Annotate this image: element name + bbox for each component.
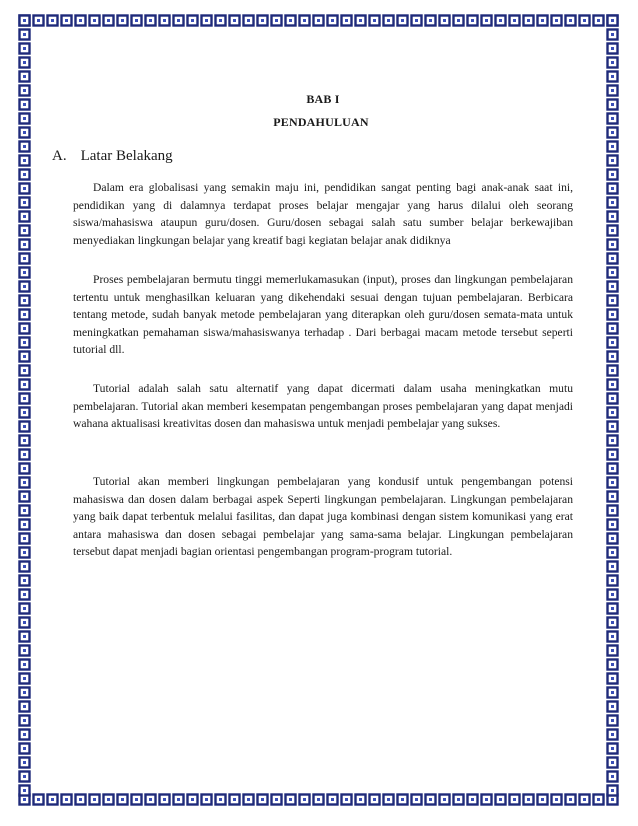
border-square-dot <box>23 285 26 288</box>
border-square-dot <box>429 19 432 22</box>
border-square-dot <box>611 215 614 218</box>
border-square-dot <box>611 733 614 736</box>
border-square-dot <box>23 159 26 162</box>
border-square-dot <box>191 798 194 801</box>
border-square-dot <box>387 798 390 801</box>
border-square-dot <box>429 798 432 801</box>
border-square-dot <box>23 173 26 176</box>
border-square-dot <box>415 798 418 801</box>
border-square-dot <box>79 19 82 22</box>
border-square-dot <box>597 798 600 801</box>
border-square-dot <box>611 173 614 176</box>
border-square-dot <box>611 705 614 708</box>
border-square-dot <box>51 19 54 22</box>
paragraph-4: Tutorial akan memberi lingkungan pembelajaran yang kondusif untuk pengembangan potensi mahasiswa dan dosen dalam berbagai aspek Seperti lingkungan pembelajaran. Lingkungan pembelajaran yang baik dapat terbentuk melalui fasilitas, dan dapat juga kombinasi dengan sistem komunikasi yang erat antara mahasiswa dan dosen sebagai pembelajar yang sama-sama belajar. Lingkungan pembelajaran tersebut dapat menjadi bagian orientasi pengembangan program-program tutorial. <box>73 475 573 559</box>
border-square-dot <box>499 19 502 22</box>
border-square-dot <box>23 33 26 36</box>
border-square-dot <box>611 761 614 764</box>
border-square-dot <box>611 411 614 414</box>
border-square-dot <box>485 19 488 22</box>
border-square-dot <box>205 798 208 801</box>
border-square-dot <box>373 19 376 22</box>
border-square-dot <box>611 425 614 428</box>
border-square-dot <box>359 19 362 22</box>
border-square-dot <box>289 798 292 801</box>
border-square-dot <box>177 798 180 801</box>
border-square-dot <box>23 565 26 568</box>
border-square-dot <box>611 789 614 792</box>
border-square-dot <box>611 159 614 162</box>
border-square-dot <box>317 19 320 22</box>
border-square-dot <box>555 798 558 801</box>
border-square-dot <box>177 19 180 22</box>
border-square-dot <box>611 47 614 50</box>
border-square-dot <box>331 798 334 801</box>
border-square-dot <box>65 798 68 801</box>
border-square-dot <box>149 19 152 22</box>
border-square-dot <box>23 327 26 330</box>
border-square-dot <box>23 19 26 22</box>
border-square-dot <box>611 201 614 204</box>
chapter-heading: BAB I <box>306 92 340 106</box>
border-square-dot <box>527 798 530 801</box>
border-square-dot <box>387 19 390 22</box>
border-square-dot <box>611 369 614 372</box>
border-square-dot <box>23 635 26 638</box>
border-square-dot <box>23 677 26 680</box>
border-square-dot <box>611 33 614 36</box>
border-square-dot <box>233 19 236 22</box>
border-square-dot <box>611 775 614 778</box>
border-square-dot <box>23 215 26 218</box>
border-square-dot <box>611 187 614 190</box>
border-square-dot <box>23 593 26 596</box>
border-square-dot <box>541 798 544 801</box>
border-square-dot <box>23 299 26 302</box>
border-square-dot <box>513 798 516 801</box>
border-square-dot <box>23 775 26 778</box>
border-square-dot <box>611 439 614 442</box>
border-square-dot <box>23 649 26 652</box>
border-square-dot <box>611 691 614 694</box>
border-square-dot <box>149 798 152 801</box>
border-square-dot <box>233 798 236 801</box>
border-square-dot <box>23 761 26 764</box>
border-square-dot <box>317 798 320 801</box>
border-square-dot <box>611 565 614 568</box>
border-square-dot <box>247 19 250 22</box>
border-square-dot <box>163 798 166 801</box>
border-square-dot <box>51 798 54 801</box>
border-square-dot <box>261 798 264 801</box>
border-square-dot <box>23 369 26 372</box>
border-square-dot <box>23 523 26 526</box>
border-square-dot <box>23 75 26 78</box>
border-square-dot <box>611 145 614 148</box>
border-square-dot <box>121 798 124 801</box>
border-square-dot <box>611 621 614 624</box>
border-square-dot <box>23 341 26 344</box>
border-square-dot <box>23 495 26 498</box>
border-square-dot <box>611 677 614 680</box>
border-square-dot <box>611 19 614 22</box>
border-square-dot <box>23 47 26 50</box>
border-square-dot <box>611 579 614 582</box>
border-square-dot <box>345 19 348 22</box>
paragraph-1: Dalam era globalisasi yang semakin maju ini, pendidikan sangat penting bagi anak-anak saat ini, pendidikan yang di dalamnya terdapat proses belajar mengajar yang harus dilalui oleh seorang siswa/mahasiswa ataupun guru/dosen. Guru/dosen sebagai salah satu sumber belajar berkewajiban menyediakan lingkungan belajar yang kreatif bagi kegiatan belajar anak didiknya <box>73 181 573 247</box>
border-square-dot <box>163 19 166 22</box>
border-square-dot <box>23 425 26 428</box>
border-square-dot <box>303 19 306 22</box>
border-square-dot <box>23 481 26 484</box>
border-square-dot <box>23 509 26 512</box>
border-square-dot <box>611 747 614 750</box>
border-square-dot <box>555 19 558 22</box>
border-square-dot <box>93 19 96 22</box>
border-square-dot <box>23 733 26 736</box>
border-square-dot <box>513 19 516 22</box>
border-square-dot <box>611 243 614 246</box>
border-square-dot <box>23 719 26 722</box>
border-square-dot <box>597 19 600 22</box>
border-square-dot <box>611 341 614 344</box>
border-square-dot <box>275 19 278 22</box>
border-square-dot <box>23 201 26 204</box>
border-square-dot <box>23 439 26 442</box>
border-square-dot <box>611 453 614 456</box>
border-square-dot <box>23 621 26 624</box>
border-square-dot <box>23 607 26 610</box>
border-square-dot <box>457 798 460 801</box>
border-square-dot <box>23 271 26 274</box>
border-square-dot <box>107 19 110 22</box>
border-square-dot <box>23 355 26 358</box>
border-square-dot <box>23 579 26 582</box>
border-square-dot <box>569 798 572 801</box>
border-square-dot <box>121 19 124 22</box>
border-square-dot <box>275 798 278 801</box>
border-square-dot <box>611 271 614 274</box>
border-square-dot <box>499 798 502 801</box>
border-square-dot <box>611 285 614 288</box>
border-square-dot <box>471 798 474 801</box>
border-square-dot <box>611 131 614 134</box>
border-top <box>18 14 620 28</box>
border-square-dot <box>191 19 194 22</box>
border-square-dot <box>23 131 26 134</box>
border-square-dot <box>611 75 614 78</box>
section-title: Latar Belakang <box>80 148 173 164</box>
border-square-dot <box>611 649 614 652</box>
border-square-dot <box>611 467 614 470</box>
border-square-dot <box>611 313 614 316</box>
border-square-dot <box>611 523 614 526</box>
border-square-dot <box>611 509 614 512</box>
border-square-dot <box>107 798 110 801</box>
border-square-dot <box>23 663 26 666</box>
border-square-dot <box>485 798 488 801</box>
border-square-dot <box>471 19 474 22</box>
border-square-dot <box>457 19 460 22</box>
border-square-dot <box>443 19 446 22</box>
border-square-dot <box>583 19 586 22</box>
border-square-dot <box>611 593 614 596</box>
border-square-dot <box>611 299 614 302</box>
border-square-dot <box>415 19 418 22</box>
section-number: A. <box>52 148 67 164</box>
border-square-dot <box>23 453 26 456</box>
border-square-dot <box>261 19 264 22</box>
border-square-dot <box>611 397 614 400</box>
border-square-dot <box>611 61 614 64</box>
border-square-dot <box>219 19 222 22</box>
chapter-title: PENDAHULUAN <box>273 115 369 129</box>
border-square-dot <box>23 747 26 750</box>
border-square-dot <box>79 798 82 801</box>
border-square-dot <box>23 467 26 470</box>
border-square-dot <box>331 19 334 22</box>
border-square-dot <box>23 397 26 400</box>
border-square-dot <box>611 663 614 666</box>
border-square-dot <box>135 798 138 801</box>
border-square-dot <box>401 19 404 22</box>
border-square-dot <box>23 705 26 708</box>
border-square-dot <box>611 355 614 358</box>
border-square-dot <box>65 19 68 22</box>
border-square-dot <box>23 313 26 316</box>
border-square-dot <box>23 187 26 190</box>
border-square-dot <box>359 798 362 801</box>
border-square-dot <box>23 257 26 260</box>
paragraph-2: Proses pembelajaran bermutu tinggi memerlukamasukan (input), proses dan lingkungan pembelajaran tertentu untuk menghasilkan keluaran yang dikehendaki sesuai dengan tujuan pembelajaran. Berbicara tentang metode, sudah banyak metode pembelajaran yang diterapkan oleh guru/dosen semata-mata untuk meningkatkan pemahaman siswa/mahasiswanya terhadap . Dari berbagai macam metode tersebut seperti tutorial dll. <box>73 273 573 357</box>
border-square-dot <box>345 798 348 801</box>
border-square-dot <box>247 798 250 801</box>
border-square-dot <box>37 19 40 22</box>
border-square-dot <box>37 798 40 801</box>
border-square-dot <box>23 691 26 694</box>
border-square-dot <box>23 789 26 792</box>
border-square-dot <box>219 798 222 801</box>
border-square-dot <box>401 798 404 801</box>
border-square-dot <box>611 257 614 260</box>
border-square-dot <box>527 19 530 22</box>
section-heading <box>52 148 173 165</box>
border-square-dot <box>23 61 26 64</box>
border-square-dot <box>23 243 26 246</box>
border-square-dot <box>373 798 376 801</box>
border-square-dot <box>611 383 614 386</box>
border-square-dot <box>93 798 96 801</box>
border-square-dot <box>135 19 138 22</box>
border-bottom <box>18 793 620 807</box>
paragraph-3: Tutorial adalah salah satu alternatif yang dapat dicermati dalam usaha meningkatkan mutu pembelajaran. Tutorial akan memberi kesempatan pengembangan proses pembelajaran yang dapat menjadi wahana aktualisasi kreativitas dosen dan mahasiswa untuk menjadi pembelajar yang sukses. <box>73 382 573 431</box>
border-square-dot <box>611 719 614 722</box>
border-square-dot <box>303 798 306 801</box>
border-square-dot <box>23 229 26 232</box>
border-square-dot <box>611 327 614 330</box>
border-square-dot <box>443 798 446 801</box>
border-square-dot <box>611 607 614 610</box>
border-square-dot <box>23 383 26 386</box>
border-square-dot <box>205 19 208 22</box>
border-square-dot <box>611 537 614 540</box>
border-square-dot <box>611 229 614 232</box>
border-square-dot <box>23 551 26 554</box>
border-square-dot <box>23 411 26 414</box>
border-square-dot <box>289 19 292 22</box>
border-right <box>606 14 620 807</box>
border-square-dot <box>611 495 614 498</box>
border-square-dot <box>611 481 614 484</box>
border-left <box>18 14 32 807</box>
border-square-dot <box>569 19 572 22</box>
border-square-dot <box>541 19 544 22</box>
border-square-dot <box>23 537 26 540</box>
border-square-dot <box>23 145 26 148</box>
border-square-dot <box>611 635 614 638</box>
border-square-dot <box>611 551 614 554</box>
border-square-dot <box>583 798 586 801</box>
